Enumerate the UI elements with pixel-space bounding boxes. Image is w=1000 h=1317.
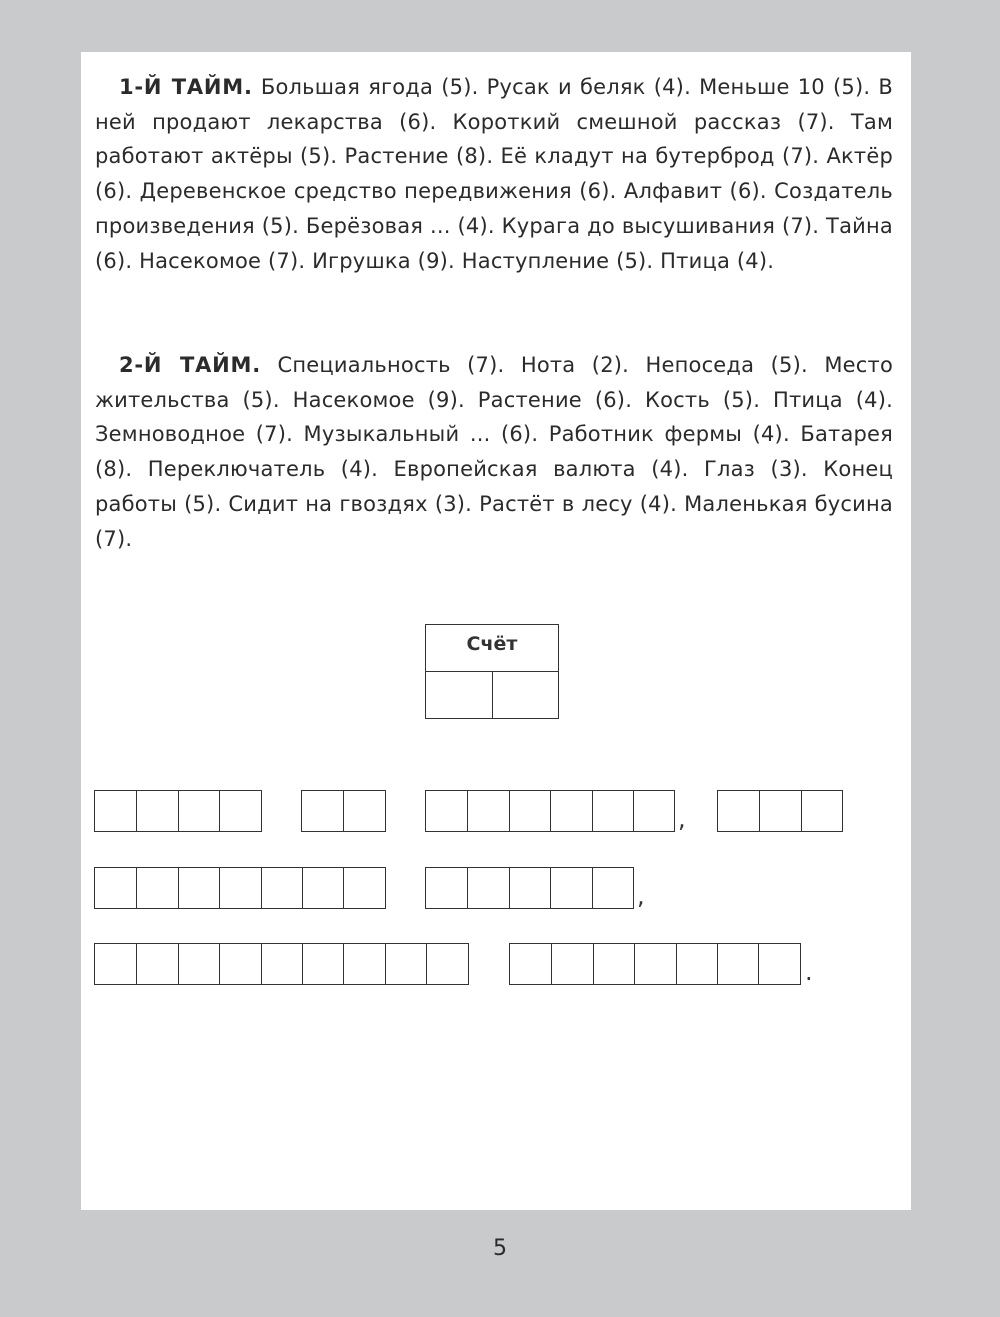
letter-cell[interactable] — [801, 791, 842, 831]
score-cell-team-2[interactable] — [492, 672, 559, 718]
letter-cell[interactable] — [426, 868, 467, 908]
letter-cell[interactable] — [219, 791, 260, 831]
answer-word-r1-w4 — [717, 790, 843, 832]
round-1-paragraph — [95, 70, 893, 278]
answer-punctuation: , — [637, 882, 645, 910]
letter-cell[interactable] — [136, 868, 177, 908]
letter-cell[interactable] — [136, 944, 177, 984]
letter-cell[interactable] — [758, 944, 799, 984]
letter-cell[interactable] — [302, 868, 343, 908]
round-2-paragraph — [95, 348, 893, 556]
letter-cell[interactable] — [219, 868, 260, 908]
answer-punctuation: , — [678, 805, 686, 833]
worksheet-page — [81, 52, 911, 1210]
answer-word-r1-w1 — [94, 790, 262, 832]
score-label: Счёт — [426, 625, 558, 672]
letter-cell[interactable] — [633, 791, 674, 831]
answer-punctuation: . — [805, 958, 813, 986]
score-cells — [426, 672, 558, 718]
letter-cell[interactable] — [676, 944, 717, 984]
letter-cell[interactable] — [136, 791, 177, 831]
score-cell-team-1[interactable] — [426, 672, 492, 718]
letter-cell[interactable] — [593, 944, 634, 984]
letter-cell[interactable] — [426, 791, 467, 831]
letter-cell[interactable] — [634, 944, 675, 984]
answer-word-r3-w2 — [509, 943, 801, 985]
letter-cell[interactable] — [95, 868, 136, 908]
letter-cell[interactable] — [759, 791, 800, 831]
answer-word-r2-w2 — [425, 867, 634, 909]
round-2-title: 2-Й ТАЙМ. — [119, 353, 262, 377]
letter-cell[interactable] — [261, 868, 302, 908]
letter-cell[interactable] — [178, 944, 219, 984]
letter-cell[interactable] — [592, 791, 633, 831]
letter-cell[interactable] — [551, 944, 592, 984]
answer-word-r1-w3 — [425, 790, 675, 832]
letter-cell[interactable] — [385, 944, 426, 984]
answer-word-r1-w2 — [301, 790, 386, 832]
letter-cell[interactable] — [343, 791, 384, 831]
letter-cell[interactable] — [550, 791, 591, 831]
round-1-title: 1-Й ТАЙМ. — [119, 75, 253, 99]
letter-cell[interactable] — [467, 791, 508, 831]
letter-cell[interactable] — [261, 944, 302, 984]
letter-cell[interactable] — [343, 944, 384, 984]
answer-word-r3-w1 — [94, 943, 469, 985]
page-number: 5 — [493, 1236, 507, 1261]
score-table — [425, 624, 559, 719]
letter-cell[interactable] — [510, 944, 551, 984]
letter-cell[interactable] — [718, 791, 759, 831]
round-1-clues: Большая ягода (5). Русак и беляк (4). Меньше 10 (5). В ней продают лекарства (6). Короткий смешной рассказ (7). Там работают актёры (5). Растение (8). Её кладут на бутерброд (7). Актёр (6). Деревенское средство передвижения (6). Алфавит (6). Создатель произведения (5). Берёзовая ... (4). Курага до высушивания (7). Тайна (6). Насекомое (7). Игрушка (9). Наступление (5). Птица (4). — [95, 75, 893, 273]
letter-cell[interactable] — [302, 791, 343, 831]
letter-cell[interactable] — [343, 868, 384, 908]
letter-cell[interactable] — [592, 868, 633, 908]
answer-word-r2-w1 — [94, 867, 386, 909]
letter-cell[interactable] — [178, 791, 219, 831]
letter-cell[interactable] — [467, 868, 508, 908]
letter-cell[interactable] — [178, 868, 219, 908]
round-2-clues: Специальность (7). Нота (2). Непоседа (5). Место жительства (5). Насекомое (9). Растение (6). Кость (5). Птица (4). Земноводное (7). Музыкальный ... (6). Работник фермы (4). Батарея (8). Переключатель (4). Европейская валюта (4). Глаз (3). Конец работы (5). Сидит на гвоздях (3). Растёт в лесу (4). Маленькая бусина (7). — [95, 353, 893, 551]
letter-cell[interactable] — [426, 944, 467, 984]
letter-cell[interactable] — [509, 791, 550, 831]
letter-cell[interactable] — [509, 868, 550, 908]
letter-cell[interactable] — [550, 868, 591, 908]
letter-cell[interactable] — [717, 944, 758, 984]
letter-cell[interactable] — [95, 944, 136, 984]
letter-cell[interactable] — [302, 944, 343, 984]
letter-cell[interactable] — [219, 944, 260, 984]
letter-cell[interactable] — [95, 791, 136, 831]
